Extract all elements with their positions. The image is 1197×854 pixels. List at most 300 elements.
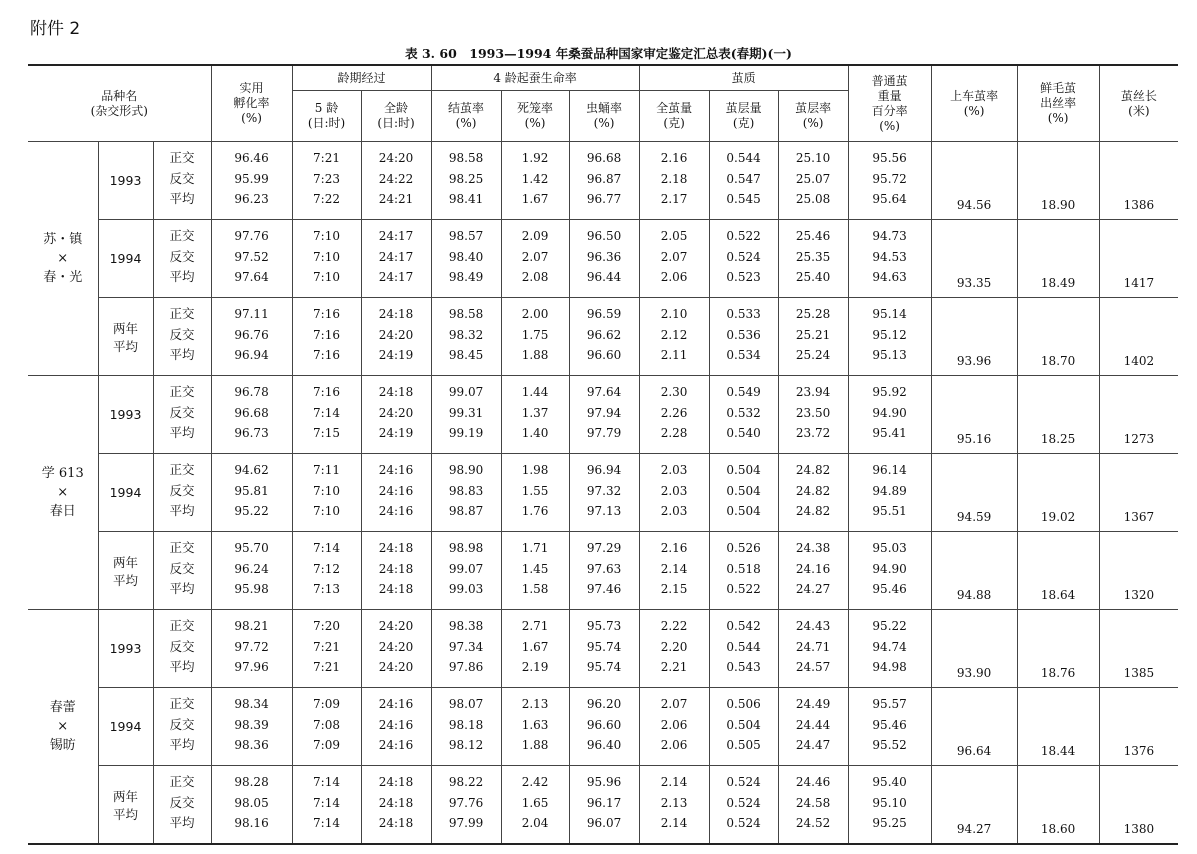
value-cell: 2.20 <box>660 639 688 654</box>
value-cell: 95.92 <box>872 385 907 399</box>
value-cell: 95.40 <box>872 775 907 789</box>
value-cell: 99.03 <box>448 582 484 596</box>
cross-type-labels: 正交 反交 平均 <box>153 220 211 298</box>
value-cell: 96.94 <box>586 463 622 477</box>
value-cell: 1.71 <box>521 541 549 555</box>
value-cell: 2.16 <box>660 151 688 165</box>
value-cell: 7:14 <box>313 816 340 830</box>
pupa-values <box>569 376 639 454</box>
value-cell: 98.83 <box>448 483 484 498</box>
value-cell: 99.31 <box>448 405 484 420</box>
cocoon-values <box>431 142 501 220</box>
value-cell: 97.96 <box>234 660 269 674</box>
hatch-values <box>211 142 292 220</box>
value-cell: 2.04 <box>521 816 549 830</box>
value-cell: 0.524 <box>726 775 761 789</box>
value-cell: 24:21 <box>378 192 414 206</box>
header-shell-weight: 茧层量 (克) <box>709 91 778 142</box>
value-cell: 95.46 <box>872 717 907 732</box>
value-cell: 2.13 <box>660 795 688 810</box>
value-cell: 24.47 <box>795 738 831 752</box>
fifth-values <box>292 766 361 845</box>
reel-value: 95.16 <box>931 376 1017 454</box>
normal-values <box>848 142 931 220</box>
value-cell: 24:20 <box>378 151 414 165</box>
value-cell: 95.12 <box>872 327 907 342</box>
shellrate-values <box>778 688 848 766</box>
filament-value: 1380 <box>1099 766 1178 845</box>
value-cell: 0.504 <box>726 504 761 518</box>
value-cell: 95.74 <box>586 639 622 654</box>
whole-values <box>639 298 709 376</box>
value-cell: 2.26 <box>660 405 688 420</box>
pupa-values <box>569 610 639 688</box>
header-instar-period: 龄期经过 <box>292 65 431 91</box>
value-cell: 7:20 <box>313 619 340 633</box>
normal-values <box>848 298 931 376</box>
value-cell: 24:18 <box>378 561 414 576</box>
table-row <box>28 688 1178 766</box>
value-cell: 0.544 <box>726 639 761 654</box>
value-cell: 95.41 <box>872 426 907 440</box>
rawsilk-value: 18.25 <box>1017 376 1099 454</box>
value-cell: 96.40 <box>586 738 622 752</box>
value-cell: 2.00 <box>521 307 549 321</box>
value-cell: 96.68 <box>234 405 269 420</box>
pupa-values <box>569 454 639 532</box>
value-cell: 2.06 <box>660 717 688 732</box>
value-cell: 0.542 <box>726 619 761 633</box>
year-cell: 1993 <box>98 142 153 220</box>
fifth-values <box>292 532 361 610</box>
value-cell: 7:14 <box>313 405 340 420</box>
value-cell: 96.76 <box>234 327 269 342</box>
value-cell: 23.94 <box>795 385 831 399</box>
value-cell: 98.22 <box>448 775 484 789</box>
value-cell: 0.522 <box>726 582 761 596</box>
value-cell: 98.25 <box>448 171 484 186</box>
value-cell: 25.08 <box>795 192 831 206</box>
shellrate-values <box>778 376 848 454</box>
value-cell: 0.504 <box>726 717 761 732</box>
value-cell: 1.76 <box>521 504 549 518</box>
hatch-values <box>211 532 292 610</box>
value-cell: 0.505 <box>726 738 761 752</box>
whole-values <box>639 454 709 532</box>
value-cell: 24:17 <box>378 270 414 284</box>
value-cell: 95.51 <box>872 504 907 518</box>
rawsilk-value: 18.60 <box>1017 766 1099 845</box>
value-cell: 2.22 <box>660 619 688 633</box>
year-cell: 1993 <box>98 376 153 454</box>
dead-values <box>501 376 569 454</box>
table-row <box>28 610 1178 688</box>
value-cell: 24:16 <box>378 738 414 752</box>
value-cell: 95.22 <box>234 504 269 518</box>
value-cell: 24:20 <box>378 639 414 654</box>
value-cell: 24:16 <box>378 717 414 732</box>
value-cell: 7:10 <box>313 270 340 284</box>
value-cell: 0.533 <box>726 307 761 321</box>
dead-values <box>501 454 569 532</box>
header-viability: 4 龄起蚕生命率 <box>431 65 639 91</box>
filament-value: 1367 <box>1099 454 1178 532</box>
rawsilk-value: 18.44 <box>1017 688 1099 766</box>
value-cell: 25.24 <box>795 348 831 362</box>
header-cocoon-rate: 结茧率 (%) <box>431 91 501 142</box>
value-cell: 98.98 <box>448 541 484 555</box>
full-values <box>361 298 431 376</box>
filament-value: 1376 <box>1099 688 1178 766</box>
normal-values <box>848 688 931 766</box>
value-cell: 24:16 <box>378 463 414 477</box>
normal-values <box>848 376 931 454</box>
value-cell: 2.42 <box>521 775 549 789</box>
value-cell: 24:22 <box>378 171 414 186</box>
value-cell: 7:10 <box>313 504 340 518</box>
value-cell: 7:14 <box>313 795 340 810</box>
value-cell: 1.55 <box>521 483 549 498</box>
value-cell: 0.523 <box>726 270 761 284</box>
value-cell: 98.28 <box>234 775 269 789</box>
value-cell: 98.45 <box>448 348 484 362</box>
table-row <box>28 532 1178 610</box>
value-cell: 7:21 <box>313 151 340 165</box>
value-cell: 97.79 <box>586 426 622 440</box>
header-pupa-rate: 虫蛹率 (%) <box>569 91 639 142</box>
value-cell: 2.21 <box>660 660 688 674</box>
value-cell: 2.16 <box>660 541 688 555</box>
value-cell: 7:16 <box>313 385 340 399</box>
shell-values <box>709 532 778 610</box>
value-cell: 95.25 <box>872 816 907 830</box>
header-normal-cocoon: 普通茧 重量 百分率 (%) <box>848 65 931 142</box>
value-cell: 95.99 <box>234 171 269 186</box>
value-cell: 96.23 <box>234 192 269 206</box>
value-cell: 95.56 <box>872 151 907 165</box>
value-cell: 98.58 <box>448 307 484 321</box>
value-cell: 25.46 <box>795 229 831 243</box>
header-variety: 品种名 (杂交形式) <box>28 65 211 142</box>
fifth-values <box>292 454 361 532</box>
value-cell: 24.58 <box>795 795 831 810</box>
shell-values <box>709 298 778 376</box>
cocoon-values <box>431 454 501 532</box>
year-cell: 1993 <box>98 610 153 688</box>
value-cell: 96.60 <box>586 717 622 732</box>
value-cell: 7:14 <box>313 775 340 789</box>
value-cell: 98.58 <box>448 151 484 165</box>
rawsilk-value: 18.49 <box>1017 220 1099 298</box>
value-cell: 97.64 <box>234 270 269 284</box>
value-cell: 24.16 <box>795 561 831 576</box>
table-caption: 表 3. 60 1993—1994 年桑蚕品种国家审定鉴定汇总表(春期)(一) <box>405 46 792 61</box>
value-cell: 96.36 <box>586 249 622 264</box>
value-cell: 2.09 <box>521 229 549 243</box>
value-cell: 23.50 <box>795 405 831 420</box>
value-cell: 96.46 <box>234 151 269 165</box>
value-cell: 0.524 <box>726 816 761 830</box>
value-cell: 2.03 <box>660 463 688 477</box>
value-cell: 25.40 <box>795 270 831 284</box>
value-cell: 95.03 <box>872 541 907 555</box>
value-cell: 99.19 <box>448 426 484 440</box>
value-cell: 25.21 <box>795 327 831 342</box>
rawsilk-value: 18.70 <box>1017 298 1099 376</box>
hatch-values <box>211 688 292 766</box>
value-cell: 24:16 <box>378 483 414 498</box>
value-cell: 1.88 <box>521 348 549 362</box>
value-cell: 94.89 <box>872 483 907 498</box>
value-cell: 1.58 <box>521 582 549 596</box>
value-cell: 96.94 <box>234 348 269 362</box>
value-cell: 96.07 <box>586 816 622 830</box>
header-full-instar: 全龄 (日:时) <box>361 91 431 142</box>
fifth-values <box>292 142 361 220</box>
cocoon-values <box>431 532 501 610</box>
value-cell: 1.67 <box>521 192 549 206</box>
value-cell: 7:10 <box>313 229 340 243</box>
shell-values <box>709 766 778 845</box>
value-cell: 96.73 <box>234 426 269 440</box>
value-cell: 97.72 <box>234 639 269 654</box>
cross-type-labels: 正交 反交 平均 <box>153 298 211 376</box>
two-year-average-cell: 两年 平均 <box>98 532 153 610</box>
table-row <box>28 376 1178 454</box>
normal-values <box>848 610 931 688</box>
variety-name: 春蕾 × 锡昉 <box>28 610 98 845</box>
value-cell: 24.46 <box>795 775 831 789</box>
cocoon-values <box>431 298 501 376</box>
value-cell: 24:18 <box>378 775 414 789</box>
value-cell: 98.18 <box>448 717 484 732</box>
normal-values <box>848 220 931 298</box>
value-cell: 2.18 <box>660 171 688 186</box>
header-cocoon-quality: 茧质 <box>639 65 848 91</box>
value-cell: 7:21 <box>313 639 340 654</box>
fifth-values <box>292 298 361 376</box>
dead-values <box>501 766 569 845</box>
value-cell: 2.13 <box>521 697 549 711</box>
value-cell: 2.19 <box>521 660 549 674</box>
table-body <box>28 142 1178 845</box>
pupa-values <box>569 688 639 766</box>
value-cell: 97.34 <box>448 639 484 654</box>
shellrate-values <box>778 610 848 688</box>
full-values <box>361 532 431 610</box>
reel-value: 96.64 <box>931 688 1017 766</box>
value-cell: 0.504 <box>726 483 761 498</box>
value-cell: 24.82 <box>795 504 831 518</box>
value-cell: 7:09 <box>313 738 340 752</box>
value-cell: 24.44 <box>795 717 831 732</box>
value-cell: 2.12 <box>660 327 688 342</box>
value-cell: 97.86 <box>448 660 484 674</box>
value-cell: 24:17 <box>378 249 414 264</box>
value-cell: 0.504 <box>726 463 761 477</box>
cross-type-labels: 正交 反交 平均 <box>153 610 211 688</box>
silkworm-summary-table <box>28 64 1178 845</box>
hatch-values <box>211 298 292 376</box>
value-cell: 96.17 <box>586 795 622 810</box>
shellrate-values <box>778 220 848 298</box>
value-cell: 1.88 <box>521 738 549 752</box>
value-cell: 1.65 <box>521 795 549 810</box>
cocoon-values <box>431 220 501 298</box>
value-cell: 0.524 <box>726 249 761 264</box>
header-hatch-rate: 实用 孵化率 (%) <box>211 65 292 142</box>
full-values <box>361 766 431 845</box>
value-cell: 98.49 <box>448 270 484 284</box>
year-cell: 1994 <box>98 220 153 298</box>
value-cell: 2.07 <box>660 697 688 711</box>
value-cell: 7:12 <box>313 561 340 576</box>
shell-values <box>709 454 778 532</box>
value-cell: 2.15 <box>660 582 688 596</box>
value-cell: 96.14 <box>872 463 907 477</box>
value-cell: 7:14 <box>313 541 340 555</box>
value-cell: 98.07 <box>448 697 484 711</box>
value-cell: 24:16 <box>378 697 414 711</box>
value-cell: 95.57 <box>872 697 907 711</box>
value-cell: 24:20 <box>378 405 414 420</box>
dead-values <box>501 142 569 220</box>
value-cell: 97.76 <box>234 229 269 243</box>
table-row <box>28 220 1178 298</box>
value-cell: 24:18 <box>378 385 414 399</box>
shellrate-values <box>778 766 848 845</box>
header-reel-rate: 上车茧率 (%) <box>931 65 1017 142</box>
value-cell: 97.99 <box>448 816 484 830</box>
normal-values <box>848 532 931 610</box>
value-cell: 25.28 <box>795 307 831 321</box>
variety-name: 学 613 × 春日 <box>28 376 98 610</box>
value-cell: 2.08 <box>521 270 549 284</box>
value-cell: 0.532 <box>726 405 761 420</box>
full-values <box>361 610 431 688</box>
value-cell: 98.12 <box>448 738 484 752</box>
value-cell: 0.543 <box>726 660 761 674</box>
whole-values <box>639 532 709 610</box>
value-cell: 95.64 <box>872 192 907 206</box>
value-cell: 7:15 <box>313 426 340 440</box>
cocoon-values <box>431 610 501 688</box>
filament-value: 1402 <box>1099 298 1178 376</box>
shell-values <box>709 688 778 766</box>
value-cell: 7:22 <box>313 192 340 206</box>
value-cell: 96.20 <box>586 697 622 711</box>
value-cell: 0.506 <box>726 697 761 711</box>
value-cell: 97.32 <box>586 483 622 498</box>
value-cell: 98.57 <box>448 229 484 243</box>
shellrate-values <box>778 532 848 610</box>
value-cell: 94.74 <box>872 639 907 654</box>
value-cell: 96.77 <box>586 192 622 206</box>
pupa-values <box>569 298 639 376</box>
value-cell: 24.27 <box>795 582 831 596</box>
header-shell-rate: 茧层率 (%) <box>778 91 848 142</box>
value-cell: 7:16 <box>313 307 340 321</box>
table-row <box>28 298 1178 376</box>
value-cell: 95.98 <box>234 582 269 596</box>
value-cell: 95.73 <box>586 619 622 633</box>
value-cell: 0.544 <box>726 151 761 165</box>
pupa-values <box>569 142 639 220</box>
normal-values <box>848 766 931 845</box>
value-cell: 7:09 <box>313 697 340 711</box>
whole-values <box>639 766 709 845</box>
cocoon-values <box>431 766 501 845</box>
value-cell: 24.57 <box>795 660 831 674</box>
value-cell: 96.59 <box>586 307 622 321</box>
header-whole-cocoon: 全茧量 (克) <box>639 91 709 142</box>
value-cell: 2.28 <box>660 426 688 440</box>
value-cell: 24:18 <box>378 795 414 810</box>
filament-value: 1386 <box>1099 142 1178 220</box>
value-cell: 2.05 <box>660 229 688 243</box>
value-cell: 0.534 <box>726 348 761 362</box>
value-cell: 2.03 <box>660 504 688 518</box>
value-cell: 25.35 <box>795 249 831 264</box>
value-cell: 0.549 <box>726 385 761 399</box>
cross-type-labels: 正交 反交 平均 <box>153 376 211 454</box>
value-cell: 2.14 <box>660 816 688 830</box>
value-cell: 0.540 <box>726 426 761 440</box>
value-cell: 24:20 <box>378 660 414 674</box>
value-cell: 97.63 <box>586 561 622 576</box>
value-cell: 95.72 <box>872 171 907 186</box>
value-cell: 1.40 <box>521 426 549 440</box>
value-cell: 24.49 <box>795 697 831 711</box>
value-cell: 98.41 <box>448 192 484 206</box>
value-cell: 24.38 <box>795 541 831 555</box>
value-cell: 0.547 <box>726 171 761 186</box>
value-cell: 98.16 <box>234 816 269 830</box>
value-cell: 98.40 <box>448 249 484 264</box>
shell-values <box>709 220 778 298</box>
reel-value: 94.88 <box>931 532 1017 610</box>
value-cell: 1.63 <box>521 717 549 732</box>
value-cell: 24:18 <box>378 582 414 596</box>
value-cell: 99.07 <box>448 561 484 576</box>
dead-values <box>501 610 569 688</box>
whole-values <box>639 142 709 220</box>
value-cell: 1.37 <box>521 405 549 420</box>
reel-value: 93.90 <box>931 610 1017 688</box>
value-cell: 2.17 <box>660 192 688 206</box>
value-cell: 94.53 <box>872 249 907 264</box>
dead-values <box>501 220 569 298</box>
shell-values <box>709 376 778 454</box>
value-cell: 95.10 <box>872 795 907 810</box>
year-cell: 1994 <box>98 688 153 766</box>
table-row <box>28 454 1178 532</box>
reel-value: 94.56 <box>931 142 1017 220</box>
shellrate-values <box>778 142 848 220</box>
rawsilk-value: 18.76 <box>1017 610 1099 688</box>
filament-value: 1385 <box>1099 610 1178 688</box>
rawsilk-value: 19.02 <box>1017 454 1099 532</box>
cross-type-labels: 正交 反交 平均 <box>153 766 211 845</box>
value-cell: 97.13 <box>586 504 622 518</box>
value-cell: 96.87 <box>586 171 622 186</box>
value-cell: 24.82 <box>795 463 831 477</box>
hatch-values <box>211 610 292 688</box>
value-cell: 95.96 <box>586 775 622 789</box>
two-year-average-cell: 两年 平均 <box>98 766 153 845</box>
value-cell: 24.43 <box>795 619 831 633</box>
value-cell: 98.34 <box>234 697 269 711</box>
